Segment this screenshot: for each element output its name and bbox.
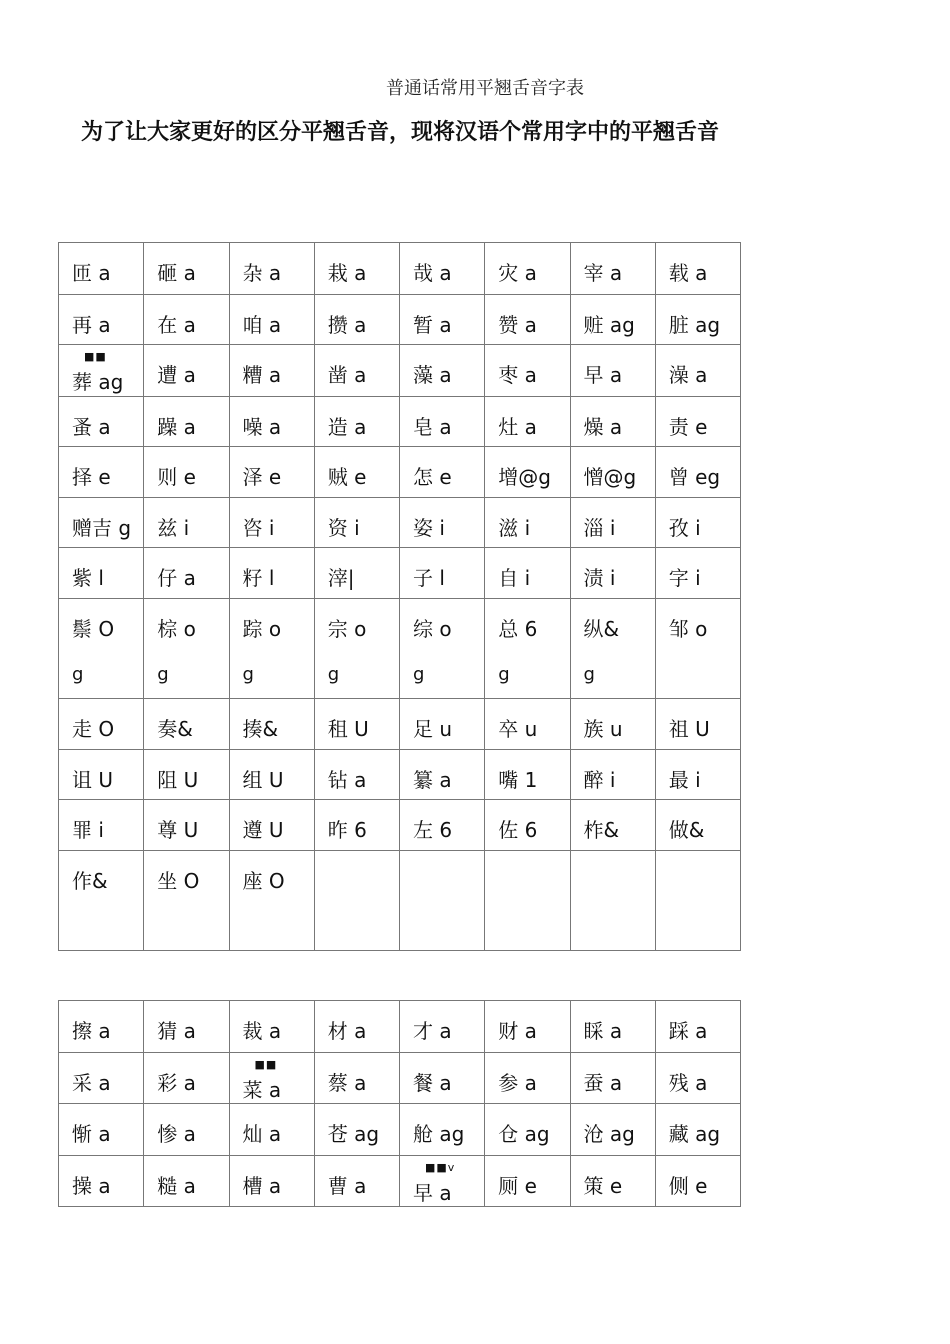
table-cell <box>400 345 485 397</box>
cell-text: 遭 a <box>157 363 196 387</box>
cell-text <box>413 851 484 865</box>
cell-text: 座 O <box>242 869 285 893</box>
table-cell <box>144 397 229 447</box>
cell-text: 凿 a <box>327 363 367 387</box>
cell-text <box>584 851 655 865</box>
cell-text: 灿 a <box>242 1122 282 1146</box>
table-cell <box>655 548 740 599</box>
table-cell <box>655 243 740 295</box>
table-cell <box>655 800 740 851</box>
table-cell <box>655 397 740 447</box>
table-row <box>59 699 741 750</box>
cell-text: 脏 ag <box>668 313 721 337</box>
table-cell <box>400 447 485 498</box>
table-cell <box>400 243 485 295</box>
cell-text: 造 a <box>327 415 367 439</box>
cell-text: 惨 a <box>157 1122 196 1146</box>
cell-text: 蚕 a <box>583 1071 623 1095</box>
table-cell <box>655 1053 740 1104</box>
table-cell <box>59 548 144 599</box>
cell-text: 阻 U <box>157 768 199 792</box>
cell-text: 噪 a <box>242 415 282 439</box>
cell-text: 澡 a <box>668 363 708 387</box>
cell-text: 籽 l <box>242 566 275 590</box>
cell-mark: ■■ <box>84 350 107 363</box>
table-cell <box>400 1001 485 1053</box>
cell-text: 滋 i <box>498 516 531 540</box>
table-cell <box>570 243 655 295</box>
cell-text: 足 u <box>413 717 453 741</box>
cell-text: 藏 ag <box>668 1122 721 1146</box>
cell-text: 采 a <box>72 1071 111 1095</box>
cell-text: 材 a <box>327 1019 367 1043</box>
table-cell <box>144 599 229 699</box>
table-cell <box>314 800 399 851</box>
cell-text: 紫 l <box>72 566 104 590</box>
cell-text: 蚤 a <box>72 415 111 439</box>
cell-text: 罪 i <box>72 818 104 842</box>
table-cell <box>485 599 570 699</box>
cell-text: 舱 ag <box>413 1122 465 1146</box>
table-cell <box>59 397 144 447</box>
table-cell <box>314 1001 399 1053</box>
table-cell <box>314 397 399 447</box>
cell-text: 仓 ag <box>498 1122 550 1146</box>
table-row <box>59 397 741 447</box>
table-cell <box>59 750 144 800</box>
cell-text: 仔 a <box>157 566 196 590</box>
cell-text: 再 a <box>72 313 111 337</box>
table-cell <box>229 750 314 800</box>
cell-text: 灾 a <box>498 261 537 285</box>
table-cell <box>229 397 314 447</box>
cell-text: 卒 u <box>498 717 538 741</box>
cell-extra-text: g <box>583 664 595 685</box>
cell-text: 彩 a <box>157 1071 196 1095</box>
table-cell <box>229 1053 314 1104</box>
cell-text: 赃 ag <box>583 313 635 337</box>
table-cell <box>229 800 314 851</box>
cell-text: 杂 a <box>242 261 282 285</box>
table-cell <box>229 1001 314 1053</box>
table-cell <box>229 599 314 699</box>
table-row <box>59 295 741 345</box>
cell-text: 尊 U <box>157 818 199 842</box>
cell-text: 槽 a <box>242 1174 282 1198</box>
table-cell <box>229 851 314 951</box>
table-cell <box>59 1156 144 1207</box>
cell-text: 燥 a <box>583 415 623 439</box>
cell-text: 曾 eg <box>668 465 721 489</box>
table-cell <box>59 599 144 699</box>
cell-text: 佐 6 <box>498 818 538 842</box>
table-cell <box>655 599 740 699</box>
cell-text: 咱 a <box>242 313 282 337</box>
cell-text: 早 a <box>413 1181 452 1205</box>
table-cell <box>570 397 655 447</box>
cell-extra-text: g <box>498 664 510 685</box>
cell-text: 踪 o <box>242 617 282 641</box>
table-cell <box>229 295 314 345</box>
table-row <box>59 345 741 397</box>
table-cell <box>400 295 485 345</box>
table-cell <box>485 1001 570 1053</box>
cell-text: 睬 a <box>583 1019 623 1043</box>
table-cell <box>655 295 740 345</box>
table-cell <box>485 548 570 599</box>
table-cell <box>655 851 740 951</box>
table-cell <box>570 447 655 498</box>
table-cell <box>59 1001 144 1053</box>
cell-text: 总 6 <box>498 617 538 641</box>
cell-text: 砸 a <box>157 261 196 285</box>
cell-text: 自 i <box>498 566 531 590</box>
cell-text: 才 a <box>413 1019 452 1043</box>
table-cell <box>485 851 570 951</box>
cell-text: 贼 e <box>327 465 367 489</box>
table-row <box>59 750 741 800</box>
character-table-2 <box>58 1000 741 1207</box>
table-cell <box>314 1104 399 1156</box>
cell-text: 资 i <box>327 516 360 540</box>
table-cell <box>485 1053 570 1104</box>
table-cell <box>485 295 570 345</box>
table-cell <box>59 295 144 345</box>
cell-text: 淄 i <box>583 516 616 540</box>
table-cell <box>485 345 570 397</box>
table-cell <box>655 1001 740 1053</box>
table-cell <box>314 699 399 750</box>
table-cell <box>229 447 314 498</box>
table-row <box>59 498 741 548</box>
table-cell <box>485 800 570 851</box>
table-cell <box>229 699 314 750</box>
cell-text: 责 e <box>668 415 708 439</box>
cell-text: 走 O <box>72 717 115 741</box>
table-cell <box>59 851 144 951</box>
cell-text: 咨 i <box>242 516 275 540</box>
table-cell <box>400 498 485 548</box>
table-cell <box>314 1156 399 1207</box>
cell-text: 字 i <box>668 566 701 590</box>
cell-text: 早 a <box>583 363 623 387</box>
table-row <box>59 1156 741 1207</box>
table-cell <box>570 1104 655 1156</box>
cell-text: 租 U <box>327 717 369 741</box>
cell-text: 曹 a <box>327 1174 367 1198</box>
cell-extra-text: g <box>157 664 169 685</box>
table-cell <box>59 243 144 295</box>
cell-text: 柞& <box>583 818 620 842</box>
table-cell <box>655 498 740 548</box>
table-cell <box>485 447 570 498</box>
table-cell <box>144 1104 229 1156</box>
cell-text: 宗 o <box>327 617 367 641</box>
table-cell <box>400 800 485 851</box>
table-cell <box>570 699 655 750</box>
cell-text: 昨 6 <box>327 818 367 842</box>
table-row <box>59 243 741 295</box>
cell-text: 躁 a <box>157 415 196 439</box>
cell-text: 策 e <box>583 1174 623 1198</box>
table-cell <box>144 548 229 599</box>
table-cell <box>570 800 655 851</box>
table-cell <box>485 397 570 447</box>
table-cell <box>144 295 229 345</box>
table-cell <box>485 498 570 548</box>
table-cell <box>314 345 399 397</box>
table-cell <box>400 699 485 750</box>
cell-text: 参 a <box>498 1071 537 1095</box>
cell-text: 财 a <box>498 1019 537 1043</box>
table-cell <box>314 295 399 345</box>
table-cell <box>59 1053 144 1104</box>
cell-text: 作& <box>72 869 108 893</box>
table-cell <box>570 851 655 951</box>
cell-text: 嘴 1 <box>498 768 538 792</box>
table-cell <box>570 548 655 599</box>
cell-text: 做& <box>668 818 705 842</box>
cell-text: 惭 a <box>72 1122 111 1146</box>
table-cell <box>144 851 229 951</box>
cell-text: 哉 a <box>413 261 452 285</box>
table-cell <box>400 599 485 699</box>
table-cell <box>144 1156 229 1207</box>
cell-mark: ■■ <box>254 1058 278 1071</box>
cell-text: 攒 a <box>327 313 367 337</box>
table-cell <box>144 345 229 397</box>
cell-mark: ■■v <box>425 1161 456 1174</box>
table-row <box>59 1001 741 1053</box>
cell-text: 憎@g <box>583 465 637 489</box>
cell-text: 坐 O <box>157 869 200 893</box>
cell-text: 棕 o <box>157 617 196 641</box>
cell-text: 则 e <box>157 465 196 489</box>
cell-text: 操 a <box>72 1174 111 1198</box>
cell-text: 踩 a <box>668 1019 708 1043</box>
cell-text: 暂 a <box>413 313 452 337</box>
table-cell <box>314 548 399 599</box>
table-cell <box>314 1053 399 1104</box>
table-cell <box>400 1053 485 1104</box>
cell-text <box>498 851 569 865</box>
table-cell <box>655 699 740 750</box>
cell-text: 残 a <box>668 1071 708 1095</box>
table-cell <box>229 1156 314 1207</box>
cell-text: 祖 U <box>668 717 710 741</box>
cell-extra-text: g <box>327 664 340 685</box>
cell-text: 猜 a <box>157 1019 196 1043</box>
cell-text: 孜 i <box>668 516 701 540</box>
cell-text: 裁 a <box>242 1019 282 1043</box>
cell-text: 渍 i <box>583 566 616 590</box>
table-cell <box>144 800 229 851</box>
table-cell <box>59 800 144 851</box>
table-cell <box>485 1104 570 1156</box>
table-cell <box>400 750 485 800</box>
table-cell <box>229 1104 314 1156</box>
cell-text: 菜 a <box>242 1078 282 1102</box>
cell-text: 增@g <box>498 465 551 489</box>
cell-extra-text: g <box>413 664 425 685</box>
table-cell <box>59 345 144 397</box>
cell-text: 赞 a <box>498 313 537 337</box>
table-cell <box>570 295 655 345</box>
document-title: 普通话常用平翘舌音字表 <box>386 78 584 99</box>
table-cell <box>400 548 485 599</box>
cell-text: 左 6 <box>413 818 453 842</box>
table-cell <box>570 345 655 397</box>
table-cell <box>485 1156 570 1207</box>
table-cell <box>314 498 399 548</box>
cell-text: 遵 U <box>242 818 284 842</box>
table-cell <box>570 1053 655 1104</box>
table-row <box>59 548 741 599</box>
cell-text: 葬 ag <box>72 370 124 394</box>
table-cell <box>229 243 314 295</box>
cell-text: 餐 a <box>413 1071 452 1095</box>
table-cell <box>229 498 314 548</box>
table-row <box>59 447 741 498</box>
table-cell <box>400 851 485 951</box>
cell-text: 栽 a <box>327 261 367 285</box>
cell-text: 怎 e <box>413 465 452 489</box>
intro-paragraph: 为了让大家更好的区分平翘舌音，现将汉语个常用字中的平翘舌音 <box>80 120 719 145</box>
table-cell <box>144 1053 229 1104</box>
cell-text <box>328 851 399 865</box>
table-cell <box>655 447 740 498</box>
table-cell <box>400 1104 485 1156</box>
table-cell <box>144 447 229 498</box>
table-row <box>59 1053 741 1104</box>
table-cell <box>229 345 314 397</box>
table-cell <box>570 1156 655 1207</box>
table-cell <box>570 599 655 699</box>
table-cell <box>314 599 399 699</box>
table-cell <box>59 699 144 750</box>
cell-text: 糟 a <box>242 363 282 387</box>
cell-text: 枣 a <box>498 363 537 387</box>
table-cell <box>144 498 229 548</box>
cell-text: 厕 e <box>498 1174 537 1198</box>
table-cell <box>655 1104 740 1156</box>
cell-text: 在 a <box>157 313 196 337</box>
cell-text: 侧 e <box>668 1174 708 1198</box>
cell-text: 苍 ag <box>327 1122 380 1146</box>
table-cell <box>59 447 144 498</box>
table-cell <box>400 397 485 447</box>
table-cell <box>59 498 144 548</box>
cell-text: 族 u <box>583 717 623 741</box>
cell-text: 泽 e <box>242 465 282 489</box>
cell-text: 赠吉 g <box>72 516 132 540</box>
cell-text: 沧 ag <box>583 1122 635 1146</box>
cell-text: 纵& <box>583 617 620 641</box>
character-table-1 <box>58 242 741 951</box>
table-row <box>59 599 741 699</box>
cell-text: 兹 i <box>157 516 190 540</box>
table-cell <box>229 548 314 599</box>
table-cell <box>655 750 740 800</box>
table-cell <box>144 1001 229 1053</box>
table-row <box>59 800 741 851</box>
table-cell <box>144 243 229 295</box>
cell-text: 择 e <box>72 465 111 489</box>
table-cell <box>314 243 399 295</box>
cell-text: 诅 U <box>72 768 113 792</box>
cell-text <box>669 851 740 865</box>
table-cell <box>485 699 570 750</box>
cell-text: 皂 a <box>413 415 452 439</box>
table-cell <box>314 851 399 951</box>
table-cell <box>314 750 399 800</box>
cell-text: 最 i <box>668 768 701 792</box>
table-cell <box>570 498 655 548</box>
cell-text: 钻 a <box>327 768 367 792</box>
cell-text: 奏& <box>157 717 193 741</box>
cell-text: 藻 a <box>413 363 452 387</box>
table-row <box>59 1104 741 1156</box>
table-cell <box>144 699 229 750</box>
cell-text: 组 U <box>242 768 284 792</box>
cell-text: 蔡 a <box>327 1071 367 1095</box>
cell-text: 邹 o <box>668 617 708 641</box>
table-cell <box>314 447 399 498</box>
table-cell <box>485 750 570 800</box>
table-row <box>59 851 741 951</box>
cell-text: 擦 a <box>72 1019 111 1043</box>
cell-text: 灶 a <box>498 415 537 439</box>
cell-text: 匝 a <box>72 261 111 285</box>
cell-text: 糙 a <box>157 1174 196 1198</box>
cell-text: 纂 a <box>413 768 452 792</box>
cell-text: 姿 i <box>413 516 445 540</box>
table-cell <box>144 750 229 800</box>
cell-text: 载 a <box>668 261 708 285</box>
cell-text: 揍& <box>242 717 279 741</box>
table-cell <box>655 1156 740 1207</box>
cell-text: 宰 a <box>583 261 623 285</box>
table-cell <box>400 1156 485 1207</box>
cell-text: 鬃 O <box>72 617 115 641</box>
cell-text: 综 o <box>413 617 452 641</box>
table-cell <box>570 1001 655 1053</box>
table-cell <box>485 243 570 295</box>
table-cell <box>59 1104 144 1156</box>
table-cell <box>570 750 655 800</box>
cell-text: 醉 i <box>583 768 616 792</box>
table-cell <box>655 345 740 397</box>
cell-text: 子 l <box>413 566 445 590</box>
cell-text: 滓| <box>327 566 355 590</box>
cell-extra-text: g <box>242 664 254 685</box>
cell-extra-text: g <box>72 664 84 685</box>
